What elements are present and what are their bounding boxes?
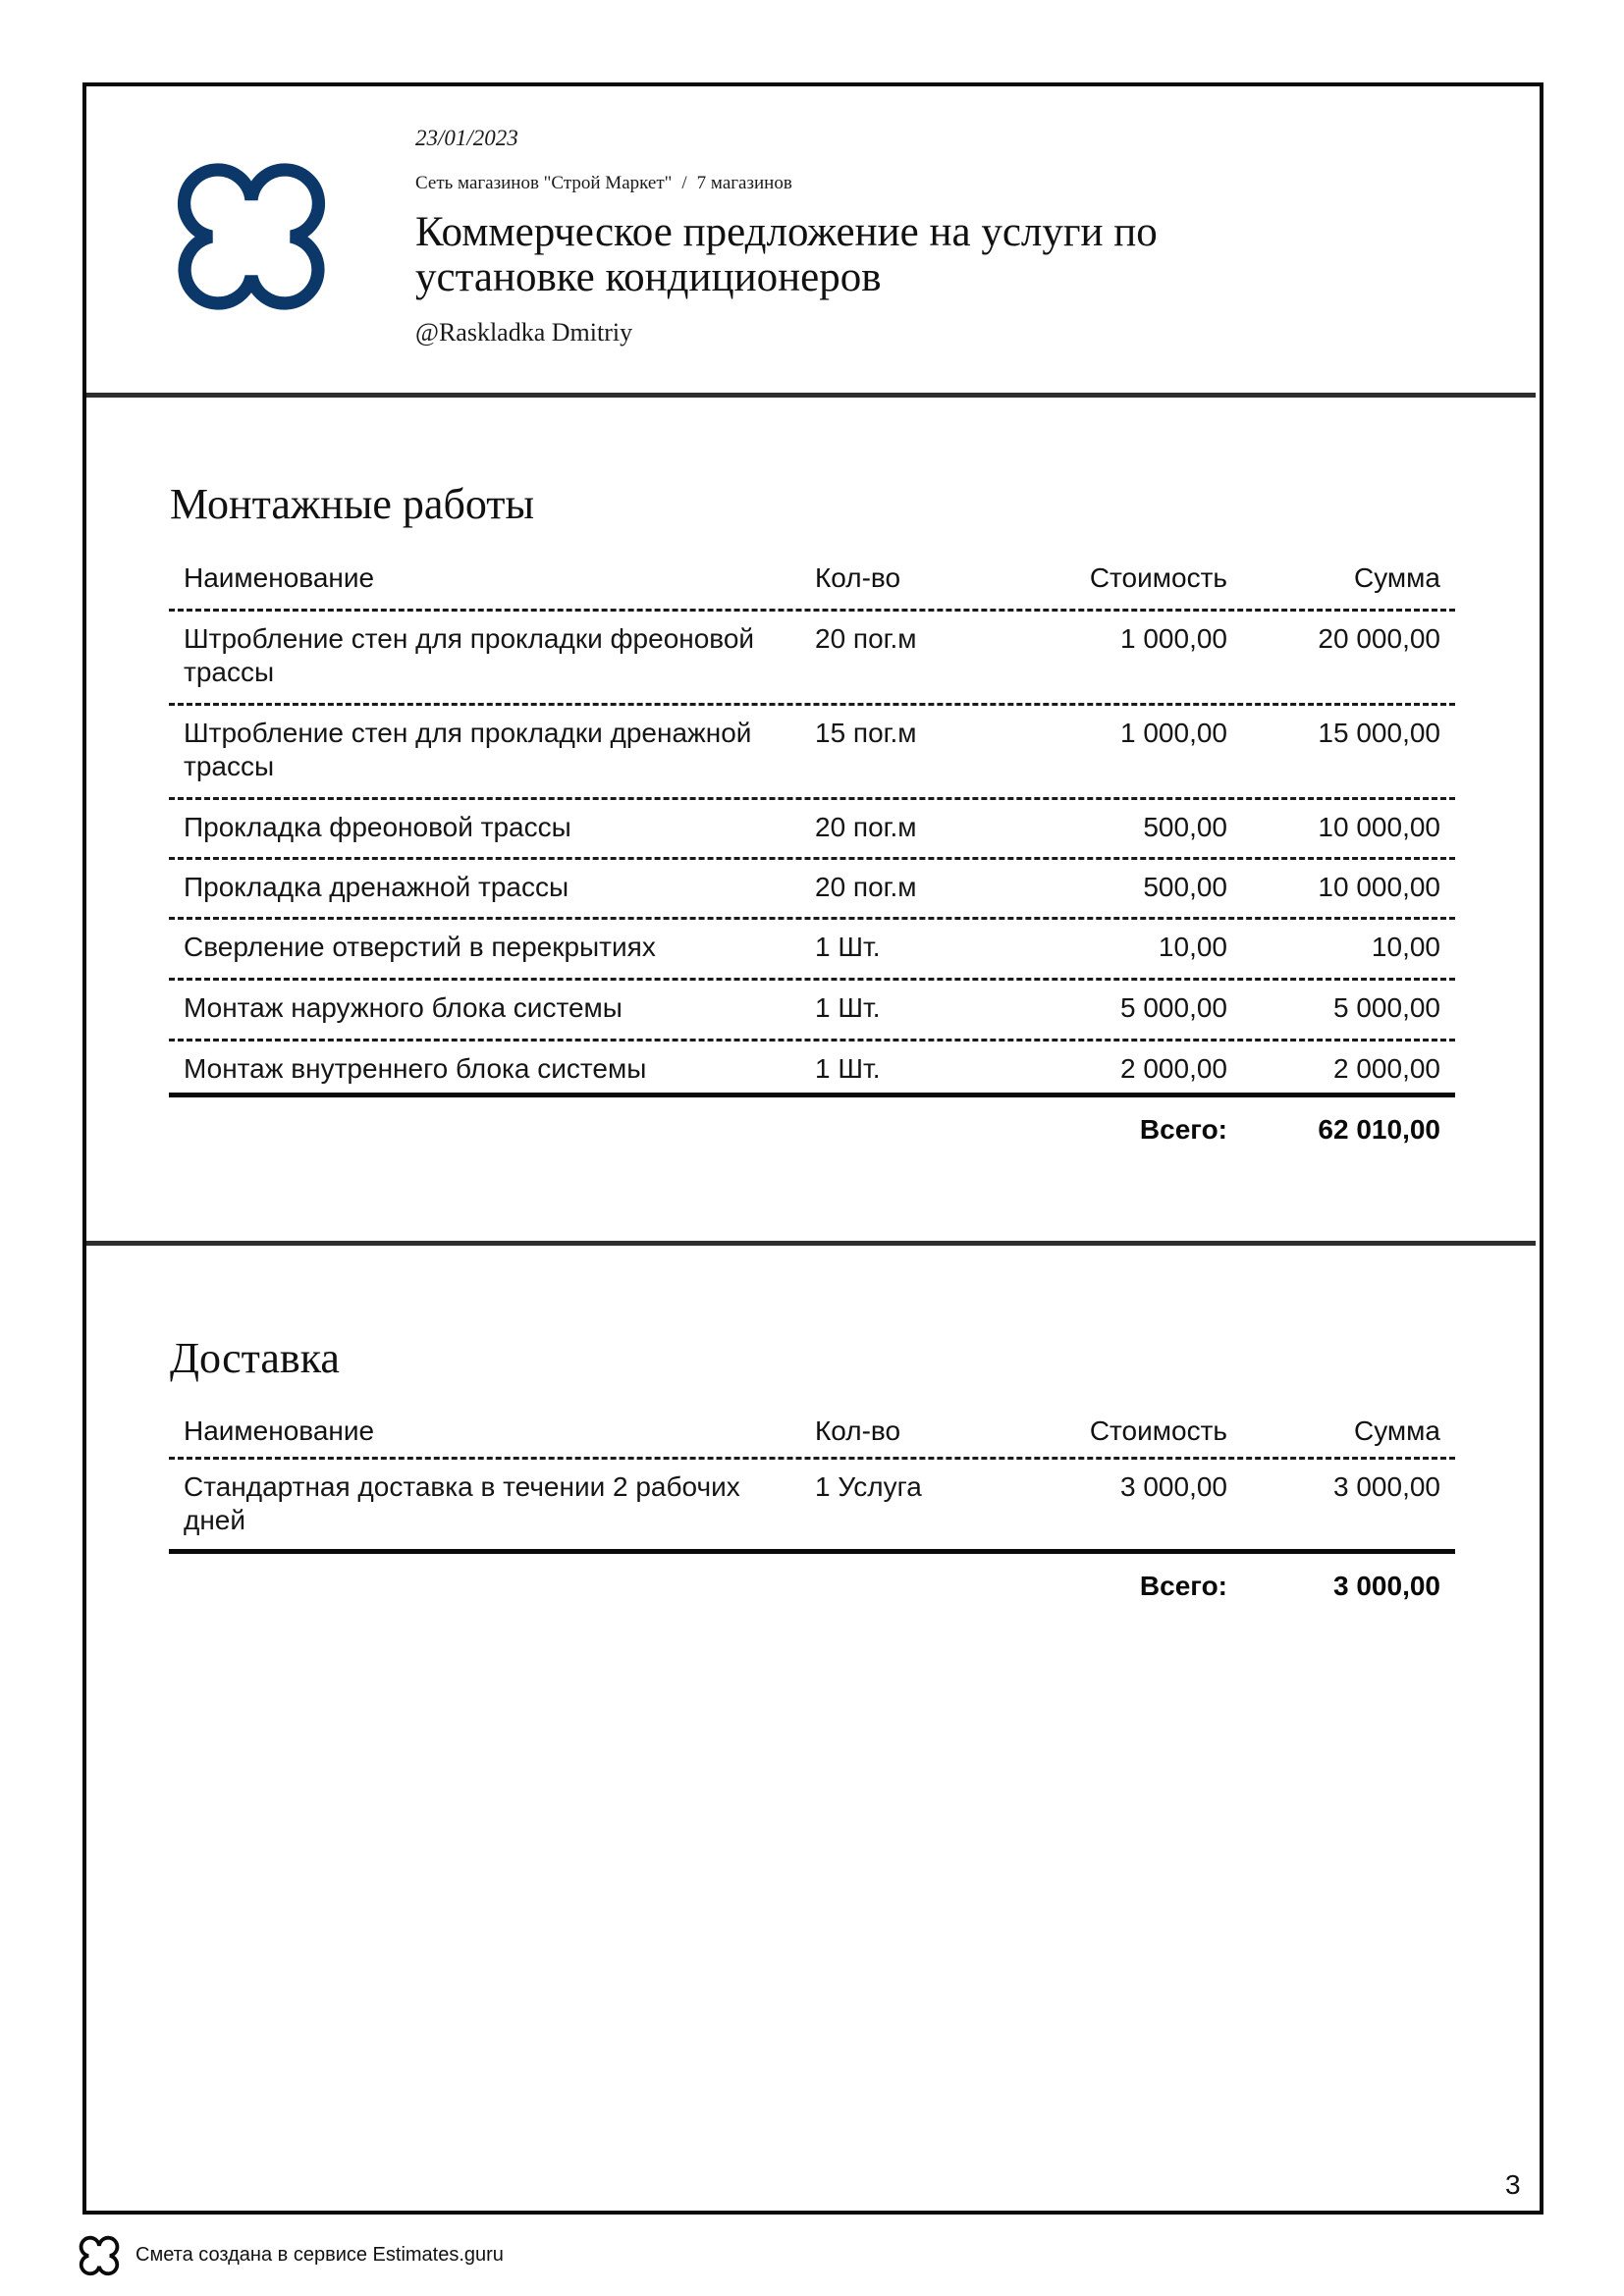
- row-divider: [169, 917, 1455, 920]
- table-total-divider: [169, 1549, 1455, 1554]
- row-name: Прокладка дренажной трассы: [184, 872, 569, 902]
- row-name: Прокладка фреоновой трассы: [184, 812, 571, 842]
- row-sum: 5 000,00: [1333, 992, 1440, 1023]
- page-number: 3: [1505, 2169, 1521, 2200]
- column-header-qty: Кол-во: [815, 1415, 901, 1446]
- header-divider: [86, 393, 1536, 398]
- column-header-sum: Сумма: [1354, 1415, 1440, 1446]
- row-name: Монтаж внутреннего блока системы: [184, 1053, 647, 1084]
- column-header-price: Стоимость: [1089, 562, 1227, 593]
- row-name: Монтаж наружного блока системы: [184, 992, 623, 1023]
- total-label: Всего:: [1139, 1571, 1227, 1601]
- row-qty: 20 пог.м: [815, 623, 917, 654]
- row-sum: 15 000,00: [1318, 718, 1440, 748]
- total-value: 3 000,00: [1333, 1571, 1440, 1601]
- row-sum: 2 000,00: [1333, 1053, 1440, 1084]
- client-separator: /: [681, 173, 687, 193]
- row-qty: 20 пог.м: [815, 812, 917, 842]
- total-label: Всего:: [1139, 1114, 1227, 1145]
- footer-clover-logo-icon: [79, 2235, 120, 2276]
- column-header-name: Наименование: [184, 562, 375, 593]
- footer-credit: Смета создана в сервисе Estimates.guru: [135, 2244, 504, 2266]
- row-divider: [169, 1457, 1455, 1460]
- row-divider: [169, 609, 1455, 612]
- client-name: Сеть магазинов "Строй Маркет": [415, 173, 673, 193]
- row-price: 500,00: [1143, 812, 1227, 842]
- row-price: 500,00: [1143, 872, 1227, 902]
- row-sum: 10 000,00: [1318, 812, 1440, 842]
- row-name: Сверление отверстий в перекрытиях: [184, 932, 656, 962]
- row-price: 2 000,00: [1120, 1053, 1227, 1084]
- row-sum: 10,00: [1371, 932, 1440, 962]
- clover-logo-icon: [175, 160, 328, 313]
- table-total-divider: [169, 1093, 1455, 1097]
- client-detail: 7 магазинов: [696, 173, 792, 193]
- section-title-delivery: Доставка: [170, 1334, 340, 1382]
- section-divider: [86, 1241, 1536, 1246]
- row-name: Штробление стен для прокладки дренажной трассы: [184, 718, 752, 781]
- row-divider: [169, 978, 1455, 981]
- row-qty: 1 Шт.: [815, 1053, 881, 1084]
- row-qty: 20 пог.м: [815, 872, 917, 902]
- row-price: 10,00: [1158, 932, 1227, 962]
- column-header-name: Наименование: [184, 1415, 375, 1446]
- row-price: 1 000,00: [1120, 718, 1227, 748]
- client-line: [415, 173, 792, 194]
- row-sum: 20 000,00: [1318, 623, 1440, 654]
- row-qty: 1 Услуга: [815, 1471, 922, 1502]
- document-title: Коммерческое предложение на услуги по установке кондиционеров: [415, 209, 1158, 300]
- row-divider: [169, 797, 1455, 800]
- total-value: 62 010,00: [1318, 1114, 1440, 1145]
- row-sum: 10 000,00: [1318, 872, 1440, 902]
- page-frame: [82, 82, 1543, 2215]
- section-title-installation: Монтажные работы: [170, 480, 535, 528]
- row-divider: [169, 703, 1455, 706]
- row-name: Стандартная доставка в течении 2 рабочих дней: [184, 1471, 740, 1535]
- column-header-qty: Кол-во: [815, 562, 901, 593]
- row-qty: 1 Шт.: [815, 932, 881, 962]
- author-name: @Raskladka Dmitriy: [415, 318, 633, 347]
- row-price: 1 000,00: [1120, 623, 1227, 654]
- row-divider: [169, 857, 1455, 860]
- column-header-price: Стоимость: [1089, 1415, 1227, 1446]
- row-sum: 3 000,00: [1333, 1471, 1440, 1502]
- row-divider: [169, 1039, 1455, 1041]
- document-date: 23/01/2023: [415, 126, 518, 150]
- row-price: 3 000,00: [1120, 1471, 1227, 1502]
- row-name: Штробление стен для прокладки фреоновой трассы: [184, 623, 755, 687]
- row-qty: 1 Шт.: [815, 992, 881, 1023]
- column-header-sum: Сумма: [1354, 562, 1440, 593]
- row-qty: 15 пог.м: [815, 718, 917, 748]
- row-price: 5 000,00: [1120, 992, 1227, 1023]
